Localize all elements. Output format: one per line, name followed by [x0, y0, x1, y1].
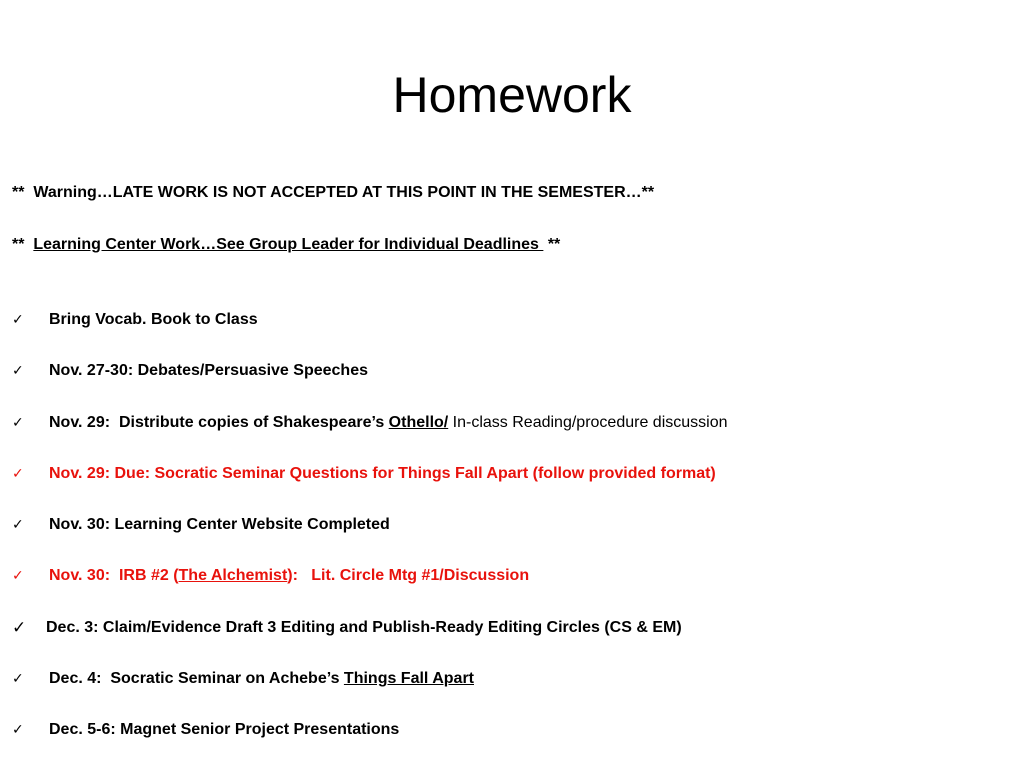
item-text-post: ): Lit. Circle Mtg #1/Discussion — [287, 567, 530, 585]
item-text: Nov. 29: Due: Socratic Seminar Questions for Things Fall Apart (follow provided format) — [49, 464, 716, 482]
checkmark-icon: ✓ — [12, 568, 24, 585]
item-text — [49, 412, 728, 434]
list-item-highlighted — [12, 463, 728, 514]
late-work-warning — [12, 182, 654, 204]
checkmark-icon: ✓ — [12, 414, 24, 431]
checkmark-icon: ✓ — [12, 617, 27, 638]
item-text: Dec. 5-6: Magnet Senior Project Presentations — [49, 721, 400, 739]
slide-title: Homework — [392, 67, 632, 123]
item-text: Dec. 3: Claim/Evidence Draft 3 Editing and Publish-Ready Editing Circles (CS & EM) — [46, 618, 682, 636]
checkmark-icon: ✓ — [12, 465, 24, 482]
list-item — [12, 514, 728, 565]
alchemist-title: The Alchemist — [178, 567, 288, 585]
item-text-pre: Nov. 29: Distribute copies of Shakespeare’s — [49, 413, 389, 431]
list-item — [12, 668, 728, 719]
list-item — [12, 412, 728, 463]
checkmark-icon: ✓ — [12, 312, 24, 328]
item-text: Nov. 27-30: Debates/Persuasive Speeches — [49, 362, 368, 380]
learning-center-text: Learning Center Work…See Group Leader for Individual Deadlines — [33, 236, 544, 253]
late-work-prefix: ** — [12, 184, 34, 201]
learning-center-prefix: ** — [12, 236, 34, 253]
item-text: Nov. 30: Learning Center Website Completed — [49, 516, 390, 534]
checkmark-icon: ✓ — [12, 517, 24, 534]
learning-center-suffix: ** — [543, 236, 561, 253]
checkmark-icon: ✓ — [12, 671, 24, 688]
late-work-text: Warning…LATE WORK IS NOT ACCEPTED AT THIS POINT IN THE SEMESTER…** — [33, 184, 655, 201]
list-item — [12, 617, 728, 668]
learning-center-notice — [12, 234, 560, 256]
item-text — [49, 668, 474, 690]
othello-title: Othello/ — [388, 413, 449, 431]
item-text-pre: Nov. 30: IRB #2 ( — [49, 567, 179, 585]
list-item — [12, 360, 728, 411]
checkmark-icon: ✓ — [12, 722, 24, 739]
item-text — [49, 565, 529, 587]
list-item-highlighted — [12, 565, 728, 616]
checkmark-icon: ✓ — [12, 363, 24, 380]
homework-list — [12, 309, 728, 768]
item-text: Bring Vocab. Book to Class — [49, 311, 258, 328]
item-text-post: In-class Reading/procedure discussion — [448, 413, 728, 431]
item-text-pre: Dec. 4: Socratic Seminar on Achebe’s — [49, 670, 344, 688]
list-item — [12, 309, 728, 360]
things-fall-apart-title: Things Fall Apart — [343, 670, 474, 688]
list-item — [12, 719, 728, 768]
